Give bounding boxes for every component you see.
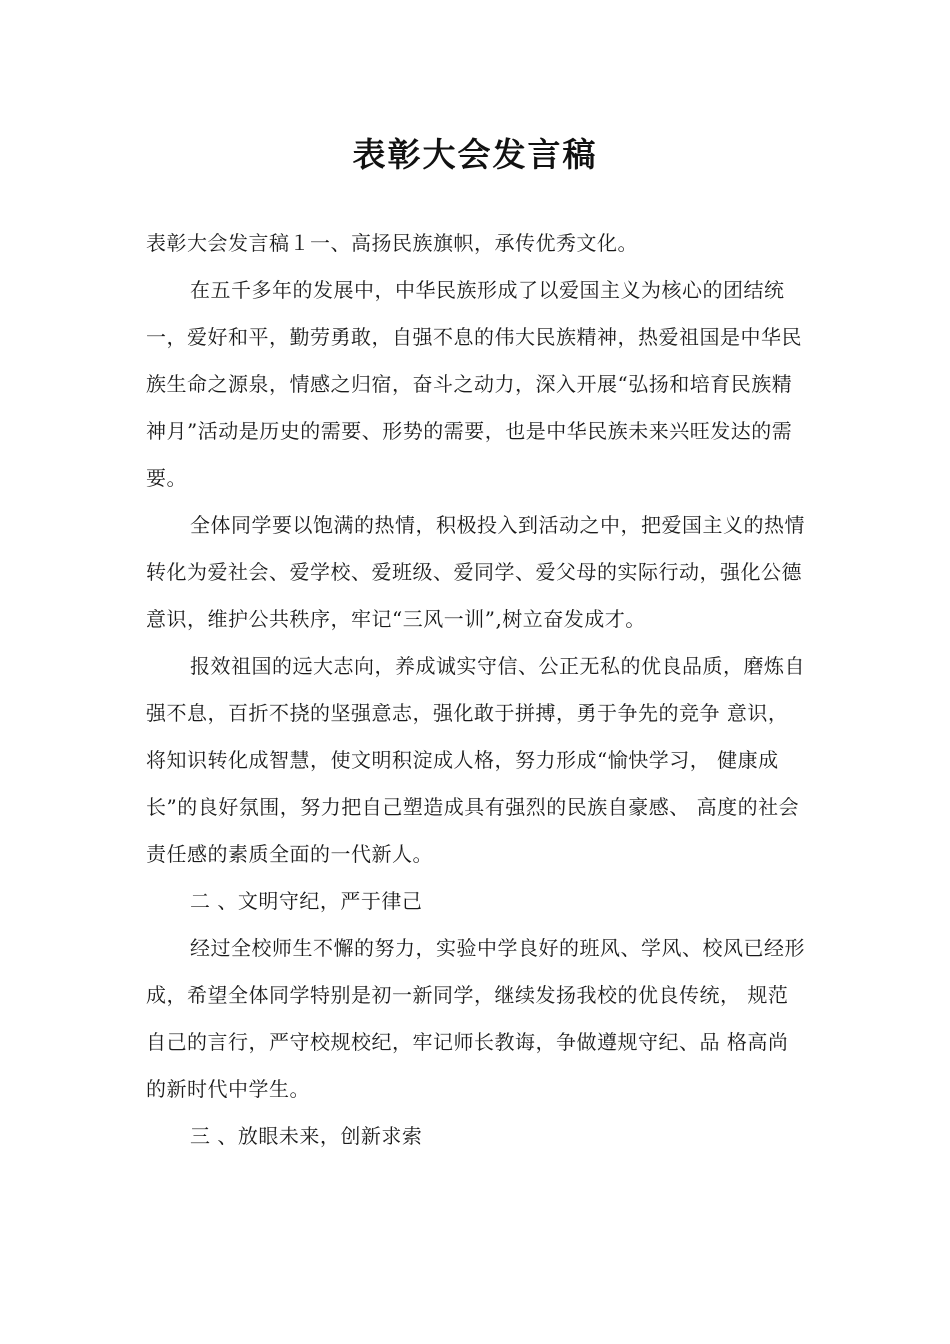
paragraph-school-discipline: 经过全校师生不懈的努力，实验中学良好的班风、学风、校风已经形成，希望全体同学特别是初一新同学，继续发扬我校的优良传统， 规范自己的言行，严守校规校纪，牢记师长教诲，争做遵规守纪、品 格高尚的新时代中学生。	[146, 936, 805, 1101]
section-heading-innovation: 三 、放眼未来，创新求索	[190, 1124, 423, 1148]
paragraph-patriotism-action: 全体同学要以饱满的热情，积极投入到活动之中，把爱国主义的热情转化为爱社会、爱学校、爱班级、爱同学、爱父母的实际行动，强化公德意识，维护公共秩序，牢记“三风一训”,树立奋发成才。	[146, 513, 805, 631]
paragraph-national-spirit: 在五千多年的发展中，中华民族形成了以爱国主义为核心的团结统一，爱好和平，勤劳勇敢，自强不息的伟大民族精神，热爱祖国是中华民族生命之源泉，情感之归宿，奋斗之动力，深入开展“弘扬和培育民族精神月”活动是历史的需要、形势的需要，也是中华民族未来兴旺发达的需要。	[146, 278, 802, 490]
paragraph-intro: 表彰大会发言稿１一、高扬民族旗帜，承传优秀文化。	[146, 231, 638, 255]
section-heading-discipline: 二 、文明守纪，严于律己	[190, 889, 423, 913]
document-title: 表彰大会发言稿	[352, 135, 598, 174]
document-body	[146, 220, 808, 1160]
paragraph-serve-country: 报效祖国的远大志向，养成诚实守信、公正无私的优良品质，磨炼自强不息，百折不挠的坚强意志，强化敢于拼搏，勇于争先的竞争 意识，将知识转化成智慧，使文明积淀成人格，努力形成“愉快学习， 健康成长”的良好氛围，努力把自己塑造成具有强烈的民族自豪感、 高度的社会责任感的素质全面的一代新人。	[146, 654, 805, 866]
